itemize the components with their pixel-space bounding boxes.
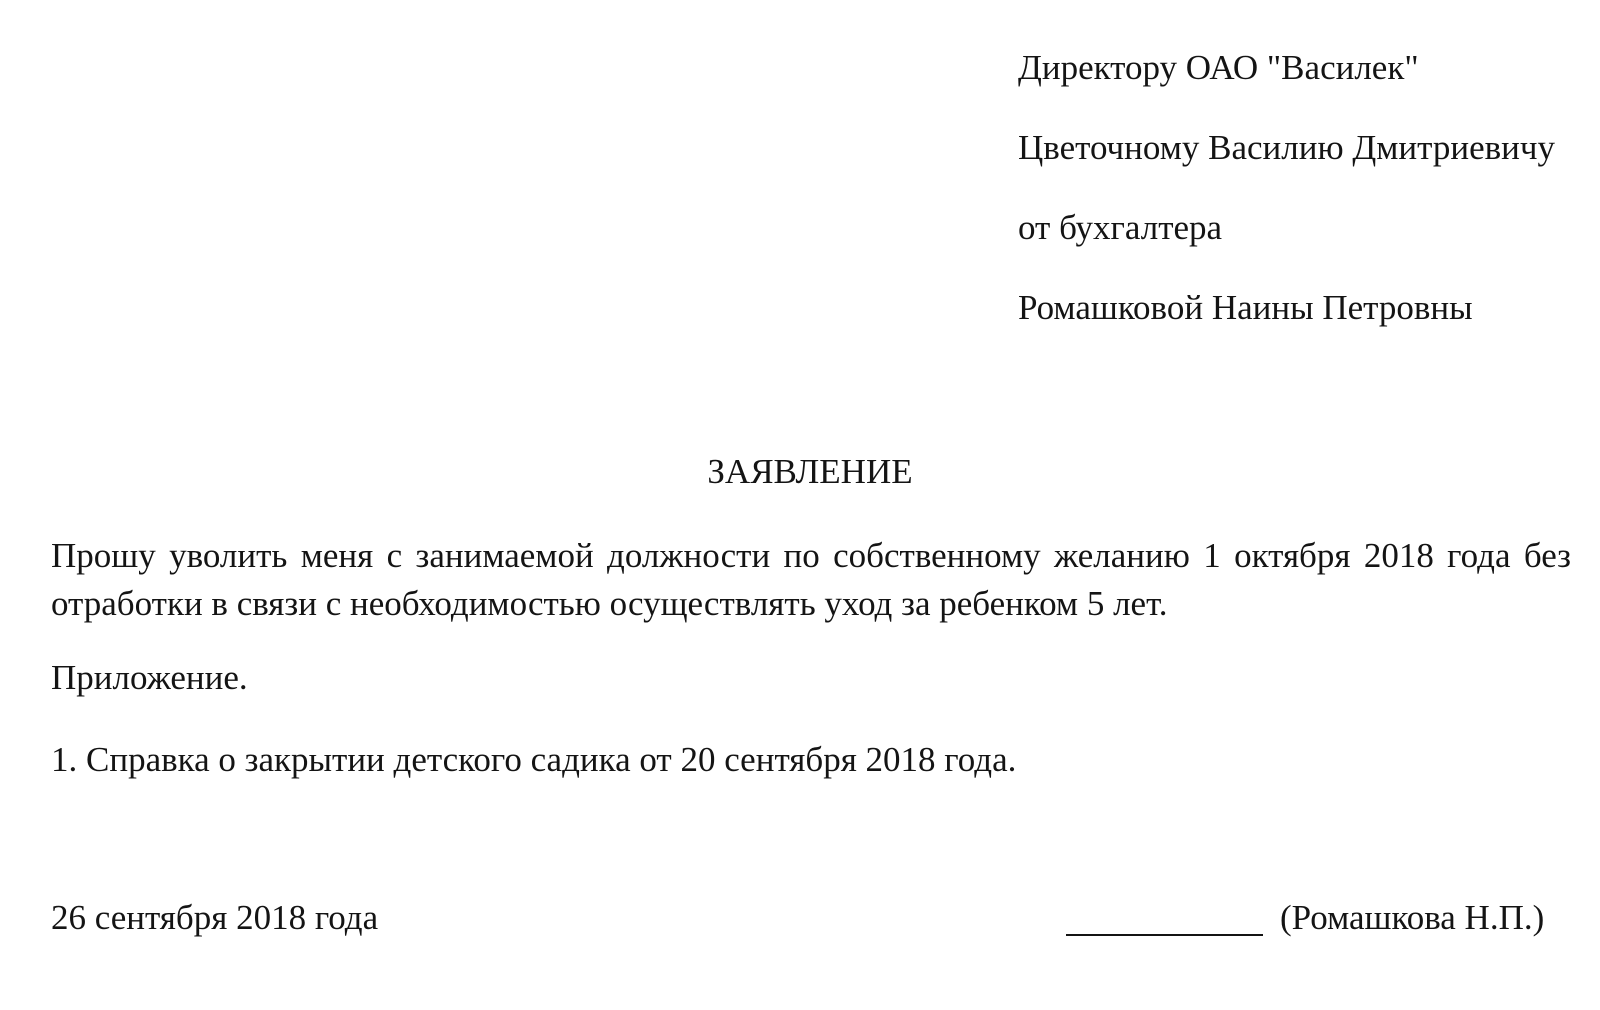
addressee-block xyxy=(1018,48,1588,368)
addressee-recipient-name: Цветочному Василию Дмитриевичу xyxy=(1018,128,1555,167)
signing-date: 26 сентября 2018 года xyxy=(51,898,379,937)
annex-item: 1. Справка о закрытии детского садика от 20 сентября 2018 года. xyxy=(51,740,1017,779)
document-title: ЗАЯВЛЕНИЕ xyxy=(707,452,913,491)
addressee-recipient-title: Директору ОАО "Василек" xyxy=(1018,48,1419,87)
addressee-sender-name: Ромашковой Наины Петровны xyxy=(1018,288,1473,327)
signer-name: (Ромашкова Н.П.) xyxy=(1280,898,1545,937)
application-body: Прошу уволить меня с занимаемой должности по собственному желанию 1 октября 2018 года без отработки в связи с необходимостью осуществлять уход за ребенком 5 лет. xyxy=(51,536,1571,623)
signature-line xyxy=(1066,934,1263,936)
annex-heading: Приложение. xyxy=(51,658,248,697)
addressee-sender-position: от бухгалтера xyxy=(1018,208,1223,247)
